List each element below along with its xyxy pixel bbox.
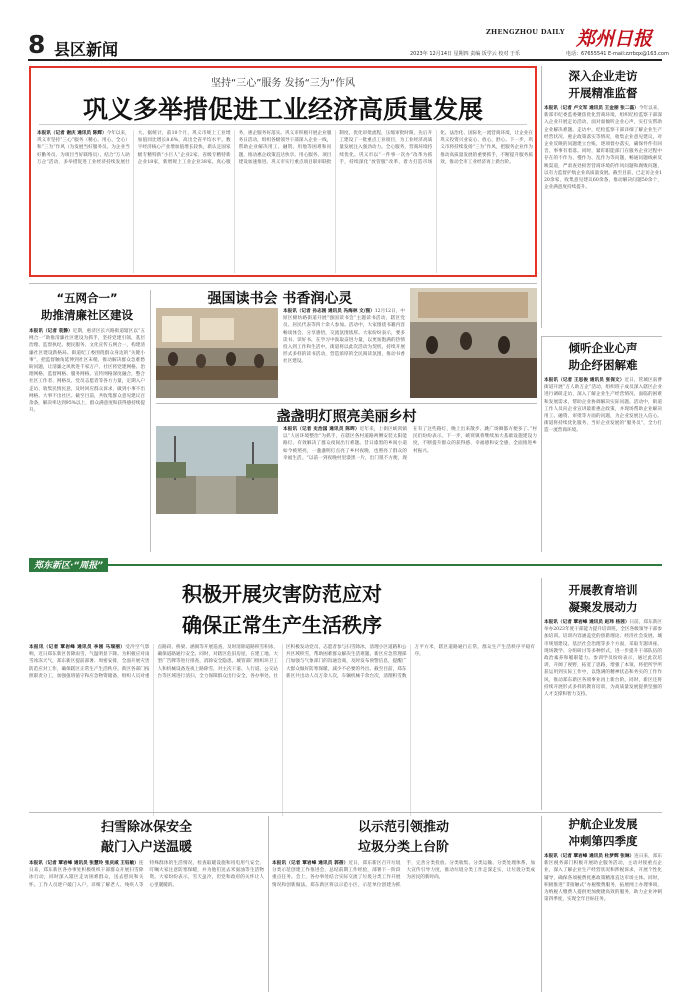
lead-text: 今年以来，巩义市坚持“三心”服务（精心、用心、全心）和“三为”作风（为发展当好服务员、为企业当好勤务员、为项目当好联络员），结合“万人助万企”活动，多举措促进工业经济持续发展壮大。据统计，前10个月，巩义市规上工业增加值同比增长8.6%，高出全省平均水平。数字经济核心产业增加值增长较快，新认定国家级专精特新“小巨人”企业2家、省级专精特新企业18家，新增规上工业企业38家。真心服务，惠企服务好落实。巩义市积极开展企业服务日活动，组织各级领导干部深入企业一线，帮助企业解决用工、融资、用地等困难和问题，推动惠企政策直达快享。用心服务，项目建设加速推进。巩义市实行重点项目联审联批制度，优化审批流程，压缩审批时限，先后开工建设了一批重点工业项目，为工业经济高质量发展注入强劲动力。全心服务，营商环境持续优化。巩义市以“一件事一次办”改革为抓手，持续深化“放管服”改革，着力打造市场化、法治化、国际化一流营商环境，让企业在巩义投资兴业安心、放心、舒心。下一步，巩义市将持续发扬“三为”作风，把服务企业作为推动高质量发展的重要抓手，不断提升服务质效，推动全市工业经济再上新台阶。 bbox=[37, 131, 533, 165]
disaster-headline: 积极开展灾害防范应对 bbox=[182, 582, 382, 606]
article-shenru bbox=[544, 66, 662, 336]
reading-photo bbox=[156, 308, 278, 398]
article-disaster bbox=[29, 578, 535, 810]
shenru-headline: 深入企业走访 bbox=[568, 69, 638, 83]
reading-headline: 强国读书会 书香润心灵 bbox=[207, 291, 353, 307]
qingting-body: 本报讯（记者 王思俊 通讯员 张保文）近日，管城区南曹街道开展“万人助万企”活动，组织班子成员深入辖区企业进行调研走访，深入了解企业生产经营情况、面临的困难和发展需求，帮助企业协调解决实际问题。活动中，街道工作人员向企业宣讲最新惠企政策，并现场帮助企业解决用工、融资、审批等方面的问题，为企业发展注入信心。街道将持续优化服务，当好企业发展的“服务员”，全力打造一流营商环境。 bbox=[544, 378, 662, 434]
saochu-subheadline: 敲门入户送温暖 bbox=[100, 840, 192, 855]
masthead bbox=[0, 0, 690, 62]
lead-body bbox=[37, 130, 533, 273]
lead-byline: 本报讯（记者 谢庆 通讯员 陈辉） bbox=[37, 131, 107, 136]
huhang-body: 本报讯（记者 覃岩峰 通讯员 杜梦辉 张琳）连日来，郑东新区税务部门积极开展助企服务活动，主动对接重点企业，深入了解企业生产经营状况和涉税诉求，开展个性化辅导，确保各项税费优惠政策精准直达市场主体。同时，积极推进“非接触式”办税缴费服务，拓展网上办理事项，为纳税人缴费人提供更加便捷高效的服务，助力企业冲刺第四季度，实现全年目标任务。 bbox=[544, 854, 662, 903]
date-line: 2023年 12月14日 星期四 责编 饭学云 校对 于乐 bbox=[410, 51, 520, 57]
reading-body: 本报讯（记者 孙志刚 通讯员 冯海林 文/图）12月12日，中原区棉纺路街道开展“强国读书会”主题读书活动，辖区党员、居民代表等四十余人参加。活动中，大家围绕书籍内容畅谈体会、分享感悟，交流氛围浓厚。大家纷纷表示，要多读书、读好书，在学习中汲取奋进力量，以更加饱满的热情投入到工作和生活中。街道将以此次活动为契机，持续开展形式多样的读书活动，营造浓厚的全民阅读氛围，推动书香社区建设。 bbox=[283, 309, 405, 365]
disaster-subheadline: 确保正常生产生活秩序 bbox=[182, 613, 382, 637]
article-yikaoyin bbox=[272, 816, 535, 996]
lead-story bbox=[29, 66, 537, 277]
paper-name-cn: 郑州日报 bbox=[576, 28, 653, 50]
wuneng-headline: “五网合一” bbox=[56, 291, 118, 305]
shenru-body: 本报讯（记者 卢文军 通讯员 王金丽 张二磊）今年以来，新郑市纪委监委聚焦优化营商环境，组织纪检监察干部深入企业开展走访活动，面对面倾听企业心声，实打实帮助企业解决难题。走访中，纪检监察干部详细了解企业生产经营状况、惠企政策落实等情况，收集企业意见建议，对企业反映的问题建立台账，逐项督办落实，确保件件有回音、事事有着落。同时，紧盯职能部门在服务企业过程中存在的不作为、慢作为、乱作为等问题，畅通问题线索反映渠道，严肃查处损害营商环境的作风问题和腐败问题，以有力监督护航企业高质量发展。截至目前，已走访企业120余家，收集意见建议60余条，推动解决问题50余个，企业满意度持续提升。 bbox=[544, 106, 662, 191]
yikaoyin-subheadline: 垃圾分类上台阶 bbox=[357, 840, 449, 855]
article-reading bbox=[156, 288, 537, 400]
wuneng-subheadline: 助推清廉社区建设 bbox=[41, 308, 133, 322]
peixun-subheadline: 凝聚发展动力 bbox=[568, 600, 638, 614]
article-qingting bbox=[544, 340, 662, 552]
saochu-headline: 扫雪除冰保安全 bbox=[100, 820, 192, 835]
article-wuneng bbox=[29, 290, 145, 558]
zhanzhan-headline: 盏盏明灯照亮美丽乡村 bbox=[276, 409, 417, 425]
wuneng-body: 本报讯（记者 袁静）近期，惠济区长兴路街道辖区以“五网合一”助推清廉社区建设为抓手，坚持党建引领、基层治理、监督执纪、便民服务、文化宣传五网合一，构建清廉社区建设新格局。街道纪工委围绕群众身边的“关键小事”，把监督触角延伸到社区末梢，推动解决群众急难愁盼问题，让清廉之风吹进千家万户。社区将党建网格、治理网格、监督网格、服务网格、宣传网格深度融合，整合社区工作者、网格员、党员志愿者等各方力量，定期入户走访、收集民情民意，及时回应群众诉求，做到小事不出网格、大事不出社区。截至目前，共收集群众意见建议百余条，解决率达到95%以上，群众满意度和获得感持续提升。 bbox=[29, 329, 145, 414]
reading-photo-2 bbox=[410, 288, 537, 398]
zhoubao-banner bbox=[29, 558, 662, 572]
shenru-subheadline: 开展精准监督 bbox=[568, 86, 638, 100]
zhanzhan-photo bbox=[156, 426, 278, 514]
huhang-headline: 护航企业发展 bbox=[568, 817, 638, 831]
page-number: 8 bbox=[28, 30, 46, 59]
qingting-headline: 倾听企业心声 bbox=[568, 341, 638, 355]
disaster-body: 本报讯（记者 覃岩峰 通讯员 李刚 马瑞丽）受冷空气影响，近日郑东新区普降雨雪，气温明显下降。为积极应对雨雪冰冻天气，郑东新区提前部署、周密安排，全面开展灾害防范应对工作，确保辖区正常生产生活秩序。新区各部门按照职责分工，加强值班值守和应急物资储备，组织人员对重点路段、桥梁、涵洞等开展巡查，及时清除道路积雪积冰，确保道路通行安全。同时，对辖区危旧房屋、在建工地、大型广告牌等进行排查，消除安全隐患。城管部门组织环卫工人和机械设备连夜上路除雪，对主次干道、人行道、公交站台等区域进行清扫，全力保障群众出行安全。各办事处、社区积极发动党员、志愿者参与扫雪除冰，清理小区道路和公共区域积雪，帮助困难群众解决生活难题。新区应急管理部门加强与气象部门的沟通会商，及时发布预警信息，提醒广大群众做好防寒保暖，减少不必要的外出。截至目前，郑东新区共出动人员万余人次，车辆机械千余台次，清理积雪数万平方米，辖区道路通行正常，群众生产生活秩序平稳有序。 bbox=[29, 645, 535, 679]
peixun-headline: 开展教育培训 bbox=[568, 583, 638, 597]
yikaoyin-body: 本报讯（记者 覃岩峰 通讯员 郭蓓）近日，郑东新区召开垃圾分类示范创建工作推进会，总结前期工作经验，部署下一阶段重点任务。会上，各办事处结合实际交流了垃圾分类工作开展情况和创新做法。郑东新区将以示范小区、示范单位创建为抓手，完善分类投放、分类收集、分类运输、分类处理体系，加大宣传引导力度，推动垃圾分类工作走深走实，让垃圾分类成为居民的新时尚。 bbox=[272, 861, 535, 888]
contact-line: 电话：67655541 E-mail:zzrbqx@163.com bbox=[566, 51, 669, 57]
lead-kicker: 坚持“三心”服务 发扬“三为”作风 bbox=[211, 78, 355, 89]
article-saochu bbox=[29, 816, 264, 996]
article-huhang bbox=[544, 816, 662, 996]
zhanzhan-body: 本报讯（记者 史治国 通讯员 陈晖）近年来，上街区峡窝镇以“人居环境整治”为抓手，在辖区各村道路两侧安装太阳能路灯，有效解决了群众夜间出行难题。昔日漆黑的乡间小道如今被照亮，一盏盏明灯点亮了乡村夜晚，也照亮了群众的幸福生活。“以前一到夜晚村里漆黑一片，出门很不方便，现在有了这些路灯，晚上出来散步、跳广场舞都方便多了。”村民们纷纷表示。下一步，峡窝镇将继续加大基础设施建设力度，不断提升群众的获得感、幸福感和安全感，全面推进乡村振兴。 bbox=[283, 427, 537, 461]
yikaoyin-headline: 以示范引领推动 bbox=[357, 820, 449, 835]
article-zhanzhan bbox=[156, 406, 537, 552]
article-peixun bbox=[544, 582, 662, 808]
huhang-subheadline: 冲刺第四季度 bbox=[568, 834, 638, 848]
masthead-rule bbox=[28, 59, 662, 61]
section-title: 县区新闻 bbox=[54, 40, 119, 59]
paper-name-en: ZHENGZHOU DAILY bbox=[486, 28, 565, 36]
saochu-body: 本报讯（记者 覃岩峰 通讯员 张慧玲 张庆咸 王钰敏）连日来，郑东新区各办事处积极组织干部群众开展扫雪除冰行动，同时深入辖区走访困难群众，送去慰问和关怀。工作人员逐户敲门入户，详细了解老人、残疾人等特殊群体的生活情况，检查取暖设施和用电用气安全，叮嘱大家注意防寒保暖，并为他们送去米面油等生活物资。大家纷纷表示，雪天虽冷，但党和政府的关怀让人心里暖暖的。 bbox=[29, 861, 264, 888]
qingting-subheadline: 助企纾困解难 bbox=[568, 358, 638, 372]
zhoubao-label: 郑东新区·“周报” bbox=[29, 558, 108, 572]
lead-headline: 巩义多举措促进工业经济高质量发展 bbox=[82, 95, 483, 124]
peixun-body: 本报讯（记者 覃岩峰 通讯员 赵玮 杨茜）日前，郑东新区举办2023年度干部能力提升培训班，全区各级领导干部参加培训。培训内容涵盖党的创新理论、经济社会发展、城市规划建设、基层社会治理等多个方面，采取专题讲座、现场教学、分组研讨等多种形式，进一步提升干部队伍的政治素养和履职能力。参训学员纷纷表示，通过此次培训，开阔了视野，拓宽了思路，增强了本领，将把所学所获运用到实际工作中，以饱满的精神状态和务实的工作作风，推动郑东新区各项事业再上新台阶。同时，新区还将持续开展形式多样的教育培训，为高质量发展提供坚强的人才支撑和智力支持。 bbox=[544, 620, 662, 698]
